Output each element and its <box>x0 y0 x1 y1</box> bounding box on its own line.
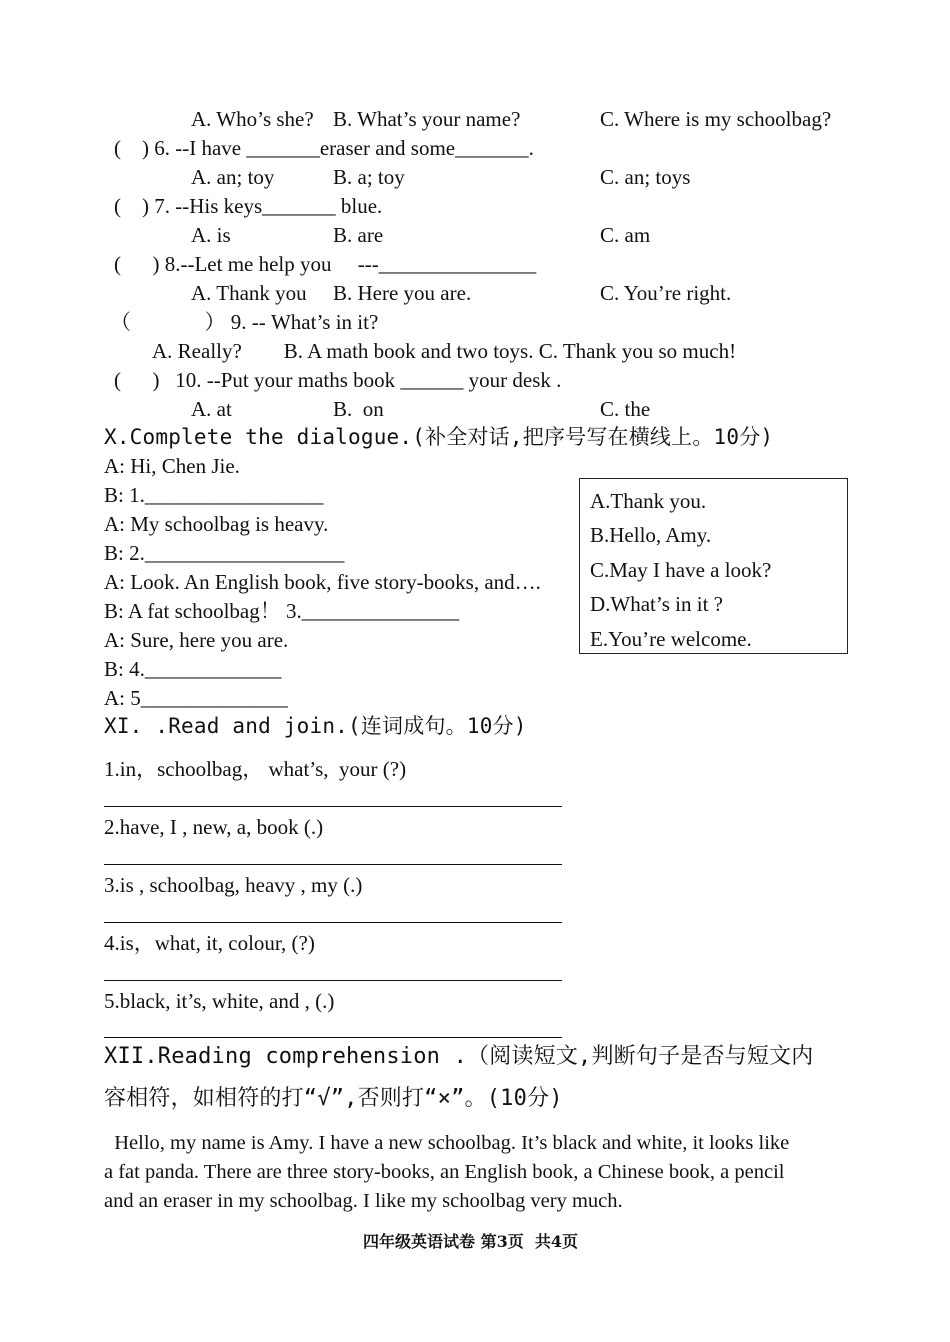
q7-option-b: B. are <box>333 223 384 247</box>
answer-option: C.May I have a look? <box>590 558 772 582</box>
reading-passage-line: and an eraser in my schoolbag. I like my schoolbag very much. <box>104 1190 623 1212</box>
reading-passage-line: a fat panda. There are three story-books, an English book, a Chinese book, a pencil <box>104 1161 785 1183</box>
q5-option-b: B. What’s your name? <box>333 107 521 131</box>
dialogue-line: B: 1._________________ <box>104 483 324 507</box>
q6-option-b: B. a; toy <box>333 165 405 189</box>
q10-option-b: B. on <box>333 397 384 421</box>
q8-option-a: A. Thank you <box>191 281 307 305</box>
join-item: 5.black, it’s, white, and , (.) <box>104 989 335 1013</box>
dialogue-line: A: Hi, Chen Jie. <box>104 454 240 478</box>
join-item: 1.in，schoolbag， what’s, your (?) <box>104 757 407 781</box>
q6-option-a: A. an; toy <box>191 165 275 189</box>
dialogue-line: A: Sure, here you are. <box>104 628 289 652</box>
answer-option: B.Hello, Amy. <box>590 523 712 547</box>
page-footer: 四年级英语试卷 第3页 共4页 <box>363 1232 578 1251</box>
section-xii-heading: XII.Reading comprehension .（阅读短文,判断句子是否与短文内 <box>104 1044 814 1069</box>
q10-stem: ( ) 10. --Put your maths book ______ your desk . <box>114 368 562 392</box>
q7-stem: ( ) 7. --His keys_______ blue. <box>114 194 383 218</box>
dialogue-line: A: 5______________ <box>104 686 288 710</box>
q8-option-b: B. Here you are. <box>333 281 472 305</box>
answer-options-box <box>579 478 848 654</box>
join-item: 4.is，what, it, colour, (?) <box>104 931 315 955</box>
answer-line <box>104 922 562 923</box>
q10-option-a: A. at <box>191 397 232 421</box>
dialogue-line: B: 2.___________________ <box>104 541 345 565</box>
q5-option-a: A. Who’s she? <box>191 107 314 131</box>
answer-option: D.What’s in it ? <box>590 592 723 616</box>
q7-option-c: C. am <box>600 223 651 247</box>
dialogue-line: B: 4._____________ <box>104 657 282 681</box>
answer-option: A.Thank you. <box>590 489 707 513</box>
section-xi-heading: XI. .Read and join.(连词成句。10分) <box>104 714 527 738</box>
q7-option-a: A. is <box>191 223 231 247</box>
dialogue-line: B: A fat schoolbag！ 3._______________ <box>104 599 460 623</box>
q6-option-c: C. an; toys <box>600 165 691 189</box>
q5-option-c: C. Where is my schoolbag? <box>600 107 832 131</box>
reading-passage-line: Hello, my name is Amy. I have a new schoolbag. It’s black and white, it looks like <box>104 1132 790 1154</box>
q8-stem: ( ) 8.--Let me help you ---_______________ <box>114 252 537 276</box>
q10-option-c: C. the <box>600 397 651 421</box>
answer-line <box>104 1037 562 1038</box>
section-xii-heading-cont: 容相符，如相符的打“√”,否则打“×”。(10分) <box>104 1086 563 1111</box>
q8-option-c: C. You’re right. <box>600 281 732 305</box>
answer-line <box>104 806 562 807</box>
answer-line <box>104 864 562 865</box>
answer-option: E.You’re welcome. <box>590 627 752 651</box>
answer-line <box>104 980 562 981</box>
q6-stem: ( ) 6. --I have _______eraser and some_______. <box>114 136 534 160</box>
dialogue-line: A: Look. An English book, five story-books, and…. <box>104 570 541 594</box>
section-x-heading: X.Complete the dialogue.(补全对话,把序号写在横线上。10分) <box>104 425 774 449</box>
dialogue-line: A: My schoolbag is heavy. <box>104 512 329 536</box>
join-item: 3.is , schoolbag, heavy , my (.) <box>104 873 363 897</box>
q9-stem: （ ） 9. -- What’s in it? <box>110 310 379 334</box>
join-item: 2.have, I , new, a, book (.) <box>104 815 324 839</box>
q9-options: A. Really? B. A math book and two toys. C. Thank you so much! <box>152 339 737 363</box>
